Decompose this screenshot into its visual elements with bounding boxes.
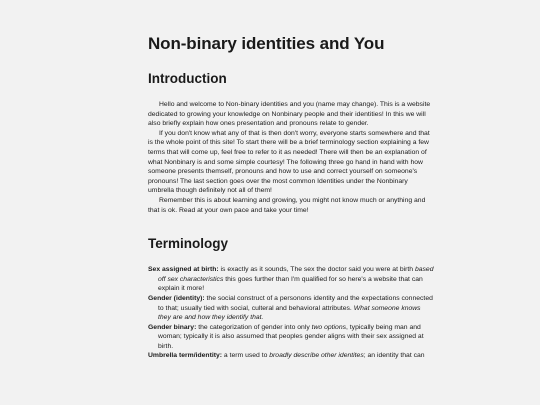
term-definition: the social construct of a personons identity and the expectations connected to that; usually tied with social, culteral and behavioral attributes.: [158, 294, 433, 312]
page-title: Non-binary identities and You: [148, 34, 385, 53]
term-definition-cont: , typically being man and woman; typically it is also assumed that peoples gender aligns with their sex assigned at birth.: [158, 323, 424, 350]
terminology-list: [148, 265, 434, 361]
intro-paragraph-3: Remember this is about learning and growing, you might not know much or anything and that is ok. Read at your own pace and take your time!: [148, 196, 426, 214]
term-name: Sex assigned at birth:: [148, 266, 219, 274]
term-emphasis: two options: [311, 323, 346, 331]
term-name: Gender (identity):: [148, 294, 205, 302]
introduction-section: [148, 70, 434, 215]
term-entry: [148, 294, 434, 323]
terminology-section: [148, 235, 434, 361]
term-entry: [148, 323, 434, 352]
term-emphasis: broadly describe other identites: [269, 352, 364, 360]
term-name: Umbrella term/identity:: [148, 352, 223, 360]
term-definition: a term used to: [222, 352, 270, 360]
term-emphasis: What someone knows they are and how they identify that.: [158, 304, 421, 322]
intro-paragraph-1: Hello and welcome to Non-binary identities and you (name may change). This is a website dedicated to growing your knowledge on Nonbinary people and their identities! In this we will also briefly explain how ones presentation and pronouns relate to gender.: [148, 101, 431, 128]
term-definition-cont: ; an identity that can: [363, 352, 425, 360]
term-entry: [148, 351, 434, 361]
term-entry: [148, 265, 434, 294]
introduction-heading: Introduction: [148, 71, 227, 86]
term-definition: is exactly as it sounds, The sex the doctor said you were at birth: [218, 266, 415, 274]
term-emphasis: based off sex characteristics: [158, 266, 434, 283]
term-definition-cont: this goes further than I'm qualified for so here's a website that can explain it more!: [158, 275, 423, 293]
intro-paragraph-2: If you don't know what any of that is then don't worry, everyone starts somewhere and that is the whole point of this site! To start there will be a brief terminology section explaining a few terms that will come up, feel free to refer to it as needed! There will then be an explanation of what Nonbinary is and some simple courtesy! The following three go hand in hand with how someone presents themself, pronouns and how to use and correct yourself on someone's pronouns! The last section goes over the most common Identities under the Nonbinary umbrella though definitely not all of them!: [148, 129, 430, 195]
term-name: Gender binary:: [148, 323, 197, 331]
term-definition: the categorization of gender into only: [196, 323, 312, 331]
terminology-heading: Terminology: [148, 236, 229, 252]
article: [148, 33, 434, 361]
